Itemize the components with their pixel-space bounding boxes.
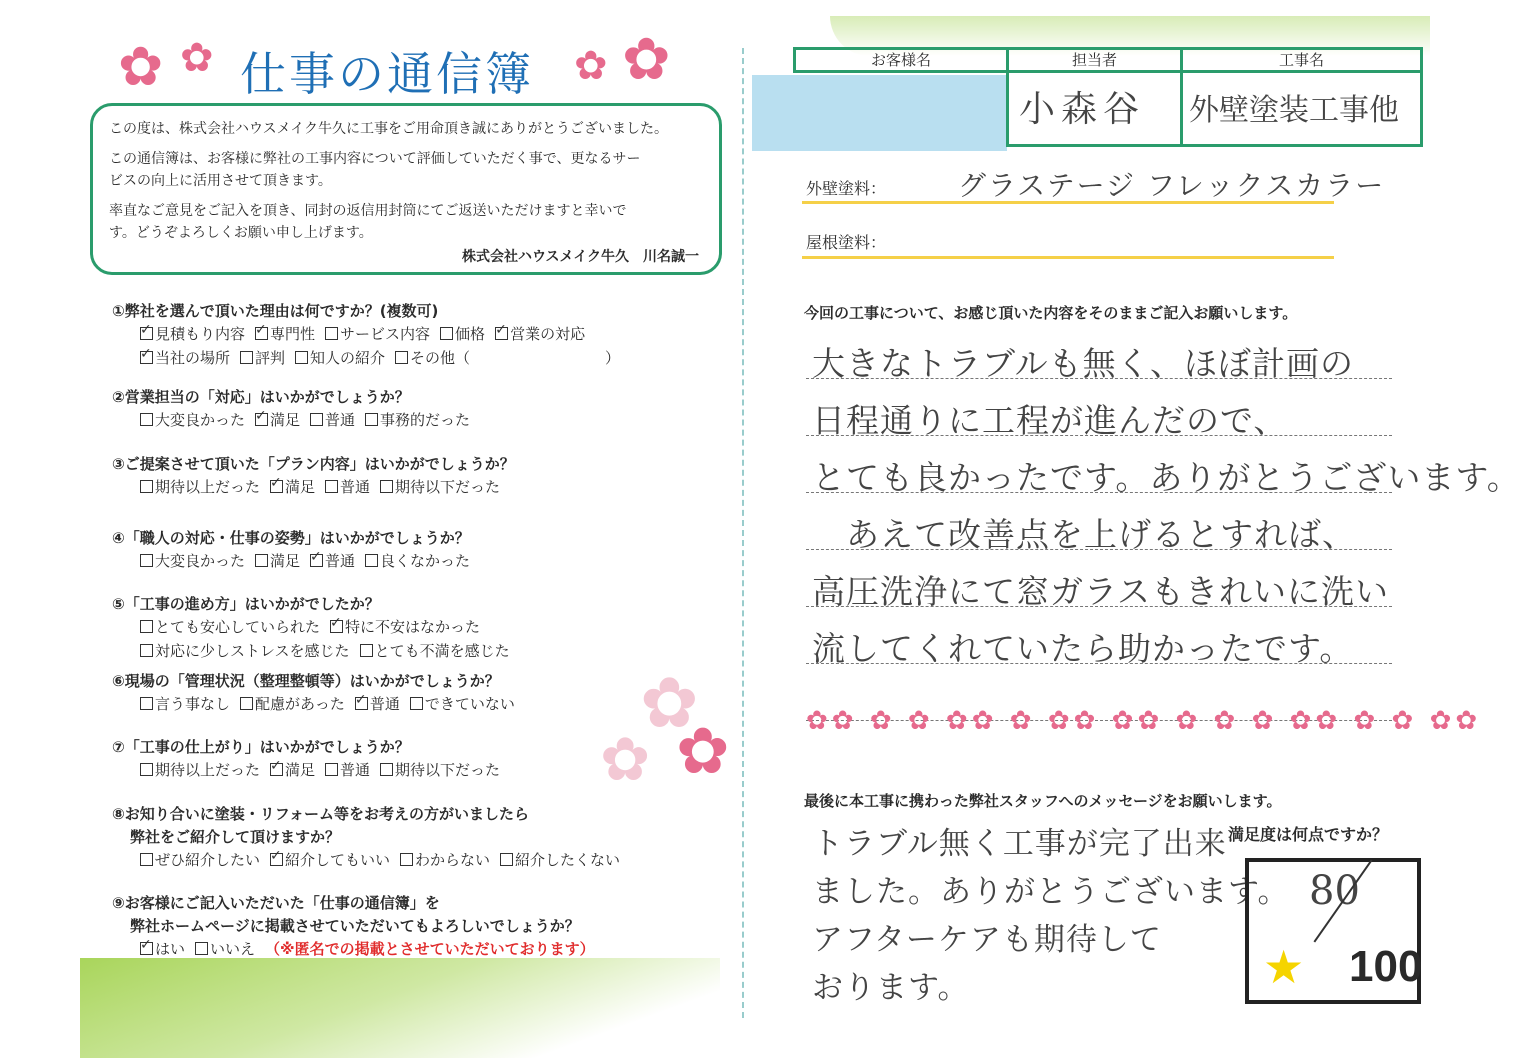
- option-row: [140, 616, 490, 637]
- checkbox-option[interactable]: [140, 640, 350, 661]
- checkbox-option[interactable]: [255, 323, 315, 344]
- checkbox-option[interactable]: [495, 323, 585, 344]
- checkbox-option[interactable]: [270, 476, 315, 497]
- option-label: 満足: [270, 552, 301, 570]
- checkbox-checked-icon[interactable]: [355, 697, 368, 710]
- checkbox-option[interactable]: [365, 409, 470, 430]
- option-label: 期待以下だった: [395, 478, 501, 496]
- page-title: 仕事の通信簿: [240, 47, 534, 101]
- checkbox-option[interactable]: [295, 347, 385, 368]
- sakura-icon: ✿: [118, 35, 164, 98]
- project-value: 外壁塗装工事他: [1189, 93, 1399, 128]
- option-label: 普通: [340, 761, 371, 779]
- message-line: トラブル無く工事が完了出来: [812, 826, 1227, 862]
- checkbox-checked-icon[interactable]: [495, 327, 508, 340]
- checkbox-icon[interactable]: [325, 327, 338, 340]
- checkbox-icon[interactable]: [140, 697, 153, 710]
- checkbox-checked-icon[interactable]: [270, 853, 283, 866]
- checkbox-option[interactable]: [140, 476, 260, 497]
- option-label: 大変良かった: [155, 552, 246, 570]
- option-row: [140, 938, 595, 959]
- option-label: 事務的だった: [380, 411, 471, 429]
- ruled-line: [806, 492, 1392, 493]
- checkbox-checked-icon[interactable]: [140, 351, 153, 364]
- project-header: 工事名: [1180, 47, 1423, 73]
- score-max: 100: [1349, 942, 1423, 991]
- exterior-paint-value: グラステージ フレックスカラー: [958, 169, 1386, 202]
- impressions-line: とても良かったです。ありがとうございます。: [812, 458, 1521, 497]
- checkbox-option[interactable]: [240, 693, 345, 714]
- checkbox-option[interactable]: [310, 550, 355, 571]
- question-label: ①弊社を選んで頂いた理由は何ですか？(複数可): [112, 302, 439, 320]
- option-row: [140, 693, 525, 714]
- project-cell: [1180, 73, 1423, 147]
- checkbox-option[interactable]: [140, 938, 185, 959]
- checkbox-checked-icon[interactable]: [255, 413, 268, 426]
- option-label: 期待以下だった: [395, 761, 501, 779]
- intro-text: この通信簿は、お客様に弊社の工事内容について評価していただく事で、更なるサー ビスの向上に活用させて頂きます。: [109, 151, 641, 189]
- checkbox-icon[interactable]: [500, 853, 513, 866]
- option-label: 専門性: [270, 325, 316, 343]
- option-row: [140, 323, 595, 344]
- option-row: [140, 849, 630, 870]
- score-value: 80: [1309, 868, 1360, 914]
- checkbox-icon[interactable]: [325, 763, 338, 776]
- checkbox-option[interactable]: [380, 476, 500, 497]
- option-label: 満足: [285, 761, 316, 779]
- checkbox-option[interactable]: [400, 849, 490, 870]
- question-label: ④「職人の対応・仕事の姿勢」はいかがでしょうか？: [112, 529, 470, 547]
- checkbox-checked-icon[interactable]: [330, 620, 343, 633]
- option-label: 普通: [325, 552, 356, 570]
- checkbox-checked-icon[interactable]: [270, 480, 283, 493]
- option-row: [140, 640, 520, 661]
- roof-paint-label: 屋根塗料：: [806, 233, 887, 252]
- ruled-line: [806, 435, 1392, 436]
- checkbox-icon[interactable]: [365, 413, 378, 426]
- option-label: いいえ: [210, 940, 256, 958]
- checkbox-option[interactable]: [325, 323, 430, 344]
- checkbox-icon[interactable]: [440, 327, 453, 340]
- intro-text: 率直なご意見をご記入を頂き、同封の返信用封筒にてご返送いただけますと幸いで す。どうぞよろしくお願い申し上げます。: [109, 203, 627, 241]
- checkbox-option[interactable]: [270, 849, 390, 870]
- checkbox-option[interactable]: [330, 616, 480, 637]
- option-label: 良くなかった: [380, 552, 471, 570]
- impressions-line: 高圧洗浄にて窓ガラスもきれいに洗い: [812, 572, 1390, 611]
- sakura-divider: ✿✿ ✿ ✿ ✿✿ ✿ ✿✿ ✿✿ ✿ ✿ ✿ ✿✿ ✿ ✿ ✿✿: [806, 706, 1482, 736]
- checkbox-icon[interactable]: [295, 351, 308, 364]
- checkbox-checked-icon[interactable]: [140, 327, 153, 340]
- bottom-decor-band: [80, 958, 720, 1058]
- option-label: 普通: [325, 411, 356, 429]
- option-label: とても不満を感じた: [374, 642, 510, 660]
- option-label: 満足: [285, 478, 316, 496]
- checkbox-option[interactable]: [255, 550, 300, 571]
- checkbox-icon[interactable]: [140, 644, 153, 657]
- option-label: とても安心していられた: [155, 618, 321, 636]
- option-label: サービス内容: [340, 325, 431, 343]
- checkbox-icon[interactable]: [395, 351, 408, 364]
- option-label: その他（ ）: [410, 349, 621, 367]
- checkbox-option[interactable]: [195, 938, 255, 959]
- staff-cell: [1006, 73, 1183, 147]
- checkbox-option[interactable]: [270, 759, 315, 780]
- sakura-icon: ✿: [640, 662, 699, 744]
- info-table: [793, 47, 1423, 147]
- checkbox-checked-icon[interactable]: [310, 554, 323, 567]
- exterior-underline: [802, 201, 1334, 204]
- checkbox-icon[interactable]: [240, 351, 253, 364]
- ruled-line: [806, 663, 1392, 664]
- option-label: 紹介したくない: [515, 851, 621, 869]
- checkbox-icon[interactable]: [380, 763, 393, 776]
- satisfaction-label: 満足度は何点ですか？: [1228, 825, 1389, 844]
- checkbox-option[interactable]: [360, 640, 510, 661]
- checkbox-icon[interactable]: [400, 853, 413, 866]
- option-label: 価格: [455, 325, 486, 343]
- checkbox-icon[interactable]: [140, 853, 153, 866]
- option-label: 満足: [270, 411, 301, 429]
- option-label: できていない: [424, 695, 515, 713]
- sakura-icon: ✿: [180, 35, 214, 81]
- checkbox-option[interactable]: [140, 616, 320, 637]
- option-label: 知人の紹介: [310, 349, 386, 367]
- option-label: 評判: [255, 349, 286, 367]
- ruled-line: [806, 378, 1392, 379]
- option-row: [140, 347, 630, 368]
- option-label: 配慮があった: [255, 695, 345, 713]
- roof-underline: [802, 256, 1334, 259]
- checkbox-checked-icon[interactable]: [255, 327, 268, 340]
- message-prompt: 最後に本工事に携わった弊社スタッフへのメッセージをお願いします。: [804, 792, 1282, 810]
- checkbox-option[interactable]: [440, 323, 485, 344]
- checkbox-option[interactable]: [325, 476, 370, 497]
- ruled-line: [806, 606, 1392, 607]
- checkbox-option[interactable]: [255, 409, 300, 430]
- sakura-icon: ✿: [676, 715, 730, 789]
- option-label: 期待以上だった: [155, 761, 261, 779]
- checkbox-icon[interactable]: [140, 554, 153, 567]
- checkbox-icon[interactable]: [240, 697, 253, 710]
- checkbox-option[interactable]: [140, 550, 245, 571]
- message-line: アフターケアも期待して: [812, 922, 1162, 958]
- checkbox-icon[interactable]: [140, 413, 153, 426]
- option-label: 当社の場所: [155, 349, 231, 367]
- checkbox-option[interactable]: [500, 849, 620, 870]
- impressions-line: 流してくれていたら助かったです。: [812, 629, 1354, 668]
- checkbox-option[interactable]: [140, 347, 230, 368]
- option-row: [140, 476, 510, 497]
- sakura-icon: ✿: [600, 725, 651, 795]
- impressions-line: 大きなトラブルも無く、ほぼ計画の: [812, 344, 1355, 383]
- option-label: 言う事なし: [155, 695, 231, 713]
- checkbox-option[interactable]: [395, 347, 620, 368]
- checkbox-checked-icon[interactable]: [270, 763, 283, 776]
- fold-line: [742, 48, 744, 1018]
- star-icon: ★: [1263, 940, 1305, 994]
- impressions-line: 日程通りに工程が進んだので、: [812, 401, 1288, 440]
- intro-box: [90, 103, 722, 275]
- customer-header: お客様名: [793, 47, 1009, 73]
- checkbox-icon[interactable]: [140, 763, 153, 776]
- option-label: 期待以上だった: [155, 478, 261, 496]
- option-label: 営業の対応: [510, 325, 586, 343]
- satisfaction-score-box: [1245, 858, 1421, 1004]
- question-label: 弊社をご紹介して頂けますか？: [130, 828, 341, 846]
- checkbox-option[interactable]: [140, 409, 245, 430]
- option-row: [140, 550, 480, 571]
- checkbox-checked-icon[interactable]: [140, 942, 153, 955]
- checkbox-option[interactable]: [380, 759, 500, 780]
- checkbox-icon[interactable]: [380, 480, 393, 493]
- question-label: ③ご提案させて頂いた「プラン内容」はいかがでしょうか？: [112, 455, 515, 473]
- checkbox-option[interactable]: [365, 550, 470, 571]
- staff-header: 担当者: [1006, 47, 1183, 73]
- sakura-icon: ✿: [574, 43, 608, 89]
- option-label: 大変良かった: [155, 411, 246, 429]
- option-label: 対応に少しストレスを感じた: [155, 642, 350, 660]
- message-line: おります。: [812, 970, 970, 1006]
- option-row: [140, 759, 510, 780]
- impressions-prompt: 今回の工事について、お感じ頂いた内容をそのままご記入お願いします。: [804, 304, 1298, 322]
- checkbox-option[interactable]: [140, 759, 260, 780]
- checkbox-icon[interactable]: [325, 480, 338, 493]
- intro-signature: 株式会社ハウスメイク牛久 川名誠一: [461, 249, 699, 265]
- message-line: ました。ありがとうございます。: [812, 874, 1290, 910]
- question-label: ⑦「工事の仕上がり」はいかがでしょうか？: [112, 738, 410, 756]
- option-label: ぜひ紹介したい: [155, 851, 261, 869]
- checkbox-option[interactable]: [140, 323, 245, 344]
- checkbox-option[interactable]: [355, 693, 400, 714]
- checkbox-icon[interactable]: [310, 413, 323, 426]
- checkbox-option[interactable]: [310, 409, 355, 430]
- option-label: 見積もり内容: [155, 325, 246, 343]
- question-label: ⑧お知り合いに塗装・リフォーム等をお考えの方がいましたら: [112, 805, 529, 823]
- question-label: ⑨お客様にご記入いただいた「仕事の通信簿」を: [112, 894, 440, 912]
- anonymous-note: （※匿名での掲載とさせていただいております）: [265, 940, 595, 958]
- option-label: 普通: [340, 478, 371, 496]
- checkbox-icon[interactable]: [360, 644, 373, 657]
- impressions-line: あえて改善点を上げるとすれば、: [812, 515, 1356, 554]
- checkbox-icon[interactable]: [365, 554, 378, 567]
- option-label: 普通: [369, 695, 400, 713]
- staff-value: 小森谷: [1019, 89, 1146, 130]
- option-label: 紹介してもいい: [285, 851, 391, 869]
- checkbox-option[interactable]: [240, 347, 285, 368]
- exterior-paint-label: 外壁塗料：: [806, 179, 887, 198]
- question-label: 弊社ホームページに掲載させていただいてもよろしいでしょうか？: [130, 917, 580, 935]
- sakura-icon: ✿: [622, 25, 671, 93]
- question-label: ⑤「工事の進め方」はいかがでしたか？: [112, 595, 380, 613]
- checkbox-option[interactable]: [140, 849, 260, 870]
- option-row: [140, 409, 480, 430]
- checkbox-icon[interactable]: [140, 480, 153, 493]
- ruled-line: [806, 549, 1392, 550]
- option-label: わからない: [415, 851, 491, 869]
- checkbox-option[interactable]: [325, 759, 370, 780]
- option-label: 特に不安はなかった: [345, 618, 481, 636]
- checkbox-option[interactable]: [410, 693, 515, 714]
- checkbox-icon[interactable]: [255, 554, 268, 567]
- checkbox-icon[interactable]: [140, 620, 153, 633]
- question-label: ②営業担当の「対応」はいかがでしょうか？: [112, 388, 410, 406]
- question-label: ⑥現場の「管理状況（整理整頓等）はいかがでしょうか？: [112, 672, 500, 690]
- checkbox-option[interactable]: [140, 693, 230, 714]
- checkbox-icon[interactable]: [410, 697, 423, 710]
- checkbox-icon[interactable]: [195, 942, 208, 955]
- intro-text: この度は、株式会社ハウスメイク牛久に工事をご用命頂き誠にありがとうございました。: [109, 121, 669, 137]
- option-label: はい: [155, 940, 186, 958]
